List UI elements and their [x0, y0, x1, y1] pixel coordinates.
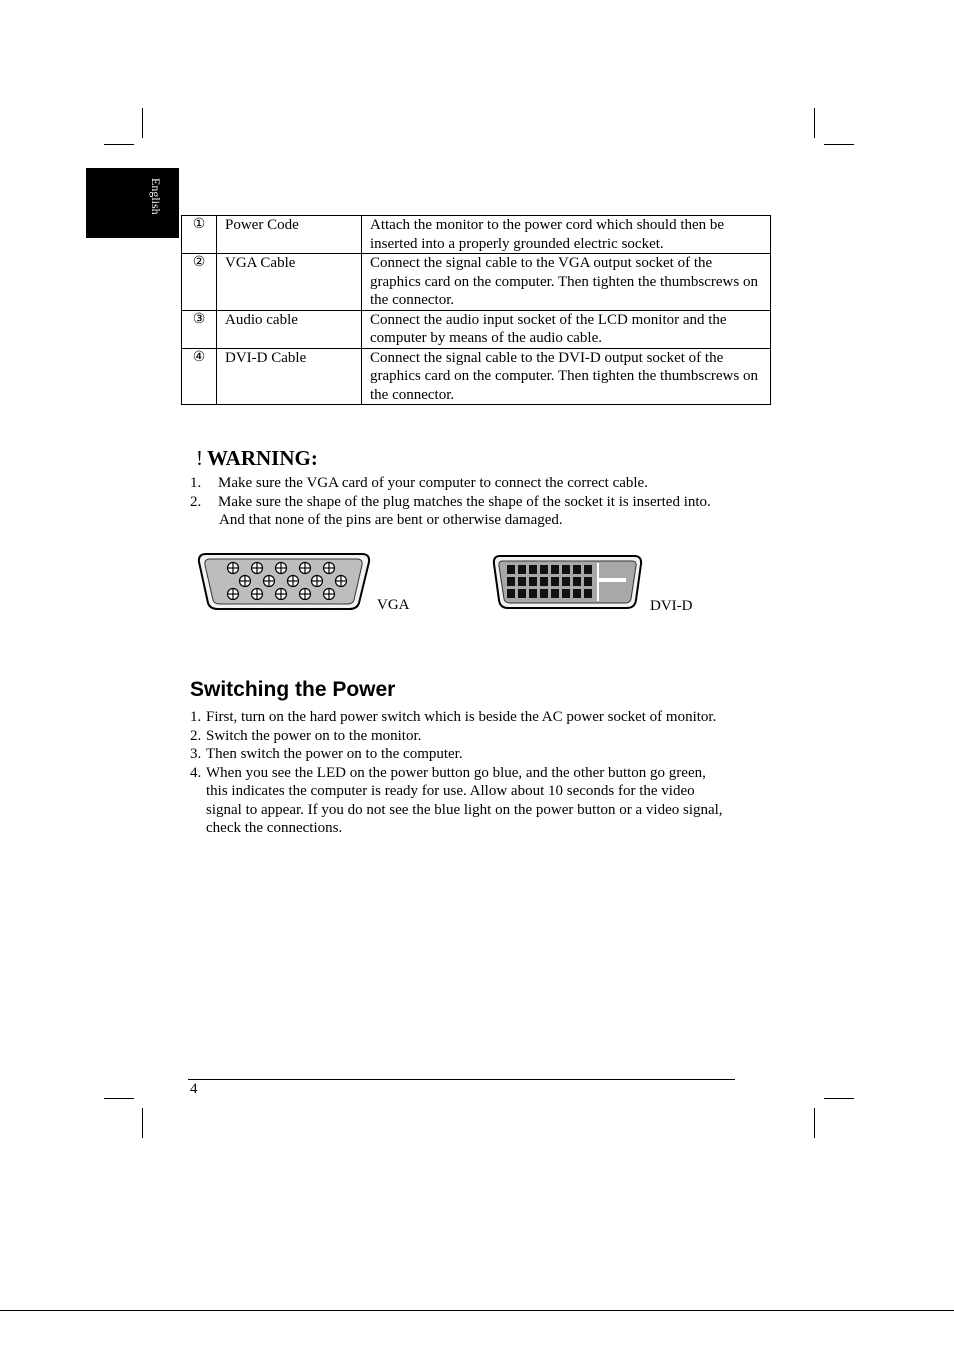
list-item — [190, 764, 790, 783]
language-tab-label: English — [149, 178, 163, 215]
table-row — [182, 254, 771, 311]
crop-mark — [814, 1108, 815, 1138]
dvi-pin — [540, 577, 548, 586]
list-text: Then switch the power on to the computer. — [206, 746, 463, 762]
list-text: When you see the LED on the power button go blue, and the other button go green, — [206, 764, 706, 781]
cable-name: Power Code — [217, 216, 362, 254]
warning-heading — [196, 446, 318, 471]
dvi-pin — [573, 589, 581, 598]
dvi-pin — [518, 577, 526, 586]
list-number: 1. — [190, 475, 202, 491]
dvi-pin — [584, 565, 592, 574]
list-text: Make sure the VGA card of your computer to connect the correct cable. — [218, 475, 648, 491]
cable-table — [181, 215, 771, 405]
warning-title: WARNING: — [207, 446, 318, 470]
dvi-pin — [562, 589, 570, 598]
cable-description: Connect the signal cable to the DVI-D output socket of the graphics card on the computer. Then tighten the thumbscrews on the connector. — [362, 348, 771, 405]
language-tab — [86, 168, 179, 238]
dvi-pin — [529, 577, 537, 586]
power-steps-list — [190, 708, 790, 838]
row-marker: ④ — [182, 348, 217, 405]
crop-mark — [814, 108, 815, 138]
list-text: Switch the power on to the monitor. — [206, 727, 422, 744]
cable-name: Audio cable — [217, 310, 362, 348]
table-row — [182, 348, 771, 405]
list-text: First, turn on the hard power switch which is beside the AC power socket of monitor. — [206, 709, 717, 725]
crop-mark — [142, 108, 143, 138]
page-edge-rule — [0, 1310, 954, 1311]
list-text: check the connections. — [206, 820, 343, 836]
dvi-pin — [529, 565, 537, 574]
list-text: this indicates the computer is ready for use. Allow about 10 seconds for the video — [206, 783, 695, 799]
vga-connector-icon — [196, 551, 374, 613]
cable-description: Connect the audio input socket of the LCD monitor and the computer by means of the audio cable. — [362, 310, 771, 348]
crop-mark — [104, 144, 134, 145]
dvi-pin — [584, 577, 592, 586]
table-row — [182, 216, 771, 254]
row-marker: ③ — [182, 310, 217, 348]
warning-icon: ! — [196, 446, 203, 470]
page-number: 4 — [190, 1081, 198, 1097]
list-item — [190, 745, 790, 764]
dvi-pin — [562, 577, 570, 586]
list-number: 3. — [190, 746, 202, 762]
dvi-pin — [551, 577, 559, 586]
dvi-pin — [540, 589, 548, 598]
crop-mark — [104, 1098, 134, 1099]
cable-description: Attach the monitor to the power cord which should then be inserted into a properly grounded electric socket. — [362, 216, 771, 254]
cable-description: Connect the signal cable to the VGA output socket of the graphics card on the computer. Then tighten the thumbscrews on the connector. — [362, 254, 771, 311]
dvi-pin — [518, 565, 526, 574]
list-text: And that none of the pins are bent or otherwise damaged. — [219, 512, 563, 528]
cable-name: VGA Cable — [217, 254, 362, 311]
crop-mark — [824, 144, 854, 145]
row-marker: ② — [182, 254, 217, 311]
cable-name: DVI-D Cable — [217, 348, 362, 405]
dvi-pin — [540, 565, 548, 574]
dvi-connector-icon — [492, 554, 644, 611]
list-number: 4. — [190, 764, 202, 781]
section-title: Switching the Power — [190, 678, 396, 701]
dvi-pin — [551, 565, 559, 574]
footer-rule — [188, 1079, 735, 1080]
vga-label: VGA — [377, 597, 410, 613]
list-item — [190, 727, 790, 746]
list-number: 2. — [190, 493, 202, 510]
dvi-pin — [573, 577, 581, 586]
row-marker: ① — [182, 216, 217, 254]
dvi-pin — [562, 565, 570, 574]
dvi-pin — [584, 589, 592, 598]
dvi-pin — [507, 577, 515, 586]
dvi-pin — [518, 589, 526, 598]
list-text: Make sure the shape of the plug matches the shape of the socket it is inserted into. — [218, 493, 711, 510]
crop-mark — [824, 1098, 854, 1099]
dvi-pin — [551, 589, 559, 598]
list-item — [190, 708, 790, 727]
dvi-pin — [507, 565, 515, 574]
table-row — [182, 310, 771, 348]
dvi-label: DVI-D — [650, 598, 693, 614]
list-text: signal to appear. If you do not see the blue light on the power button or a video signal, — [206, 801, 723, 818]
crop-mark — [142, 1108, 143, 1138]
dvi-pin — [573, 565, 581, 574]
list-number: 1. — [190, 709, 202, 725]
dvi-pin — [507, 589, 515, 598]
list-number: 2. — [190, 727, 202, 744]
dvi-pin — [529, 589, 537, 598]
